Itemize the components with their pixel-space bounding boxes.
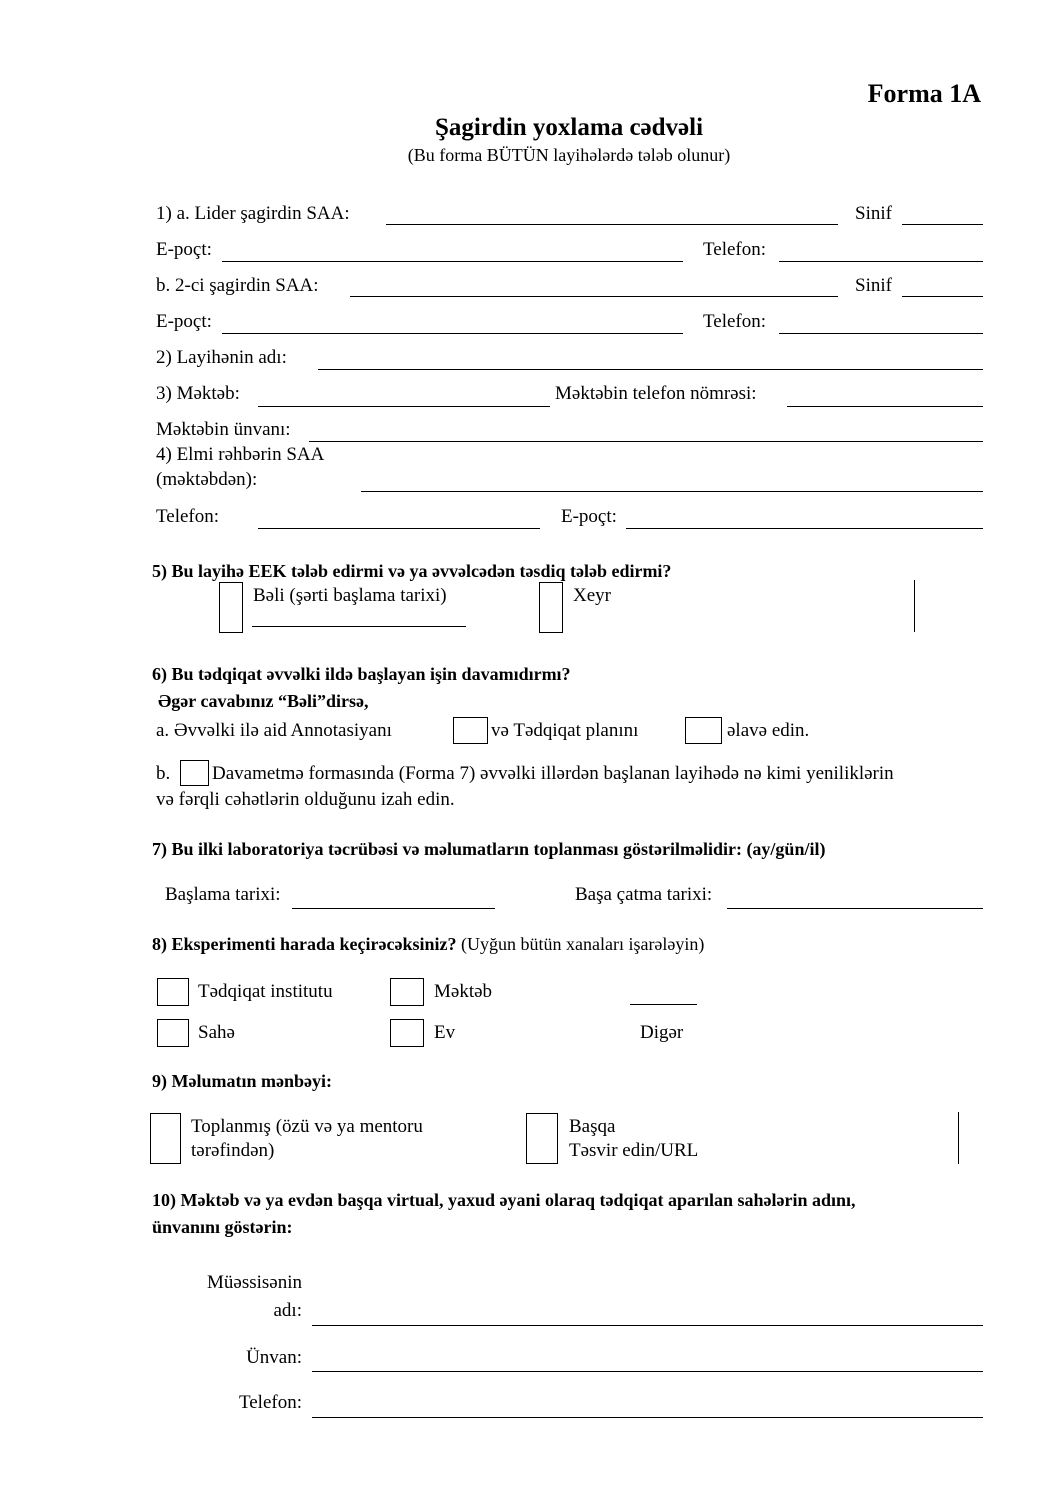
lead-student-name-field[interactable] [386, 224, 838, 225]
school-phone-field[interactable] [787, 406, 983, 407]
lead-student-label: 1) a. Lider şagirdin SAA: [156, 203, 350, 224]
s5-no-label: Xeyr [573, 585, 611, 606]
s9-collected-line2: tərəfindən) [191, 1140, 275, 1161]
s9-collected-checkbox[interactable] [150, 1113, 181, 1164]
s9-other-checkbox[interactable] [526, 1113, 558, 1164]
s8-research-institute-label: Tədqiqat institutu [198, 981, 333, 1002]
s10-institution-label-line2: adı: [273, 1300, 302, 1321]
s5-right-divider [914, 580, 915, 632]
s9-right-divider [958, 1112, 959, 1164]
s5-yes-checkbox[interactable] [219, 582, 243, 633]
s5-no-checkbox[interactable] [539, 582, 563, 633]
s6-a-end: əlavə edin. [727, 720, 810, 741]
s7-question: 7) Bu ilki laboratoriya təcrübəsi və məlumatların toplanması göstərilməlidir: (ay/gün/il) [152, 839, 826, 859]
lead-student-email-field[interactable] [222, 261, 683, 262]
s8-field-label: Sahə [198, 1022, 235, 1043]
page-title: Şagirdin yoxlama cədvəli [434, 114, 704, 141]
s8-home-checkbox[interactable] [390, 1019, 424, 1047]
second-student-name-field[interactable] [350, 296, 838, 297]
supervisor-name-field[interactable] [361, 491, 983, 492]
school-address-label: Məktəbin ünvanı: [156, 419, 291, 440]
school-phone-label: Məktəbin telefon nömrəsi: [555, 383, 757, 404]
s8-field-checkbox[interactable] [157, 1019, 189, 1047]
second-student-email-field[interactable] [222, 333, 683, 334]
supervisor-phone-label: Telefon: [156, 506, 220, 527]
s9-other-line2: Təsvir edin/URL [569, 1140, 699, 1161]
supervisor-email-label: E-poçt: [561, 506, 617, 527]
s6-question: 6) Bu tədqiqat əvvəlki ildə başlayan işin davamıdırmı? [152, 664, 571, 684]
second-student-email-label: E-poçt: [156, 311, 212, 332]
s7-start-date-field[interactable] [292, 908, 495, 909]
s8-school-checkbox[interactable] [390, 978, 424, 1006]
project-name-label: 2) Layihənin adı: [156, 347, 287, 368]
s6-a-prefix: a. Əvvəlki ilə aid Annotasiyanı [156, 720, 392, 741]
s10-phone-label: Telefon: [238, 1392, 302, 1413]
second-student-phone-field[interactable] [779, 333, 983, 334]
s10-address-label: Ünvan: [246, 1347, 302, 1368]
s10-address-field[interactable] [312, 1371, 983, 1372]
s7-start-label: Başlama tarixi: [165, 884, 281, 905]
lead-student-phone-field[interactable] [779, 261, 983, 262]
s10-question-line2: ünvanını göstərin: [152, 1217, 293, 1237]
s6-continuation-checkbox[interactable] [180, 760, 209, 786]
second-student-label: b. 2-ci şagirdin SAA: [156, 275, 319, 296]
form-id: Forma 1A [867, 79, 981, 108]
s5-yes-label: Bəli (şərti başlama tarixi) [253, 585, 447, 606]
s8-question-bold: 8) Eksperimenti harada keçirəcəksiniz? [152, 934, 457, 954]
s6-research-plan-checkbox[interactable] [685, 717, 722, 744]
s6-abstract-checkbox[interactable] [453, 717, 488, 744]
page-subtitle: (Bu forma BÜTÜN layihələrdə tələb olunur) [407, 145, 731, 165]
school-address-field[interactable] [309, 441, 983, 442]
second-student-grade-field[interactable] [902, 296, 983, 297]
s7-end-date-field[interactable] [727, 908, 983, 909]
s9-question: 9) Məlumatın mənbəyi: [152, 1071, 332, 1091]
s10-phone-field[interactable] [312, 1417, 983, 1418]
s6-b-line1: Davametmə formasında (Forma 7) əvvəlki illərdən başlanan layihədə nə kimi yeniliklərin [212, 763, 894, 784]
s5-question: 5) Bu layihə EEK tələb edirmi və ya əvvəlcədən təsdiq tələb edirmi? [152, 561, 672, 581]
lead-student-grade-label: Sinif [855, 203, 892, 224]
s8-other-label: Digər [640, 1022, 684, 1043]
s7-end-label: Başa çatma tarixi: [575, 884, 713, 905]
lead-student-grade-field[interactable] [902, 224, 983, 225]
s8-school-label: Məktəb [434, 981, 493, 1002]
s6-if-yes: Əgər cavabınız “Bəli”dirsə, [158, 691, 369, 711]
s6-b-prefix: b. [156, 763, 171, 784]
s8-question-rest: (Uyğun bütün xanaları işarələyin) [456, 934, 705, 954]
s6-b-line2: və fərqli cəhətlərin olduğunu izah edin. [156, 789, 455, 810]
s8-research-institute-checkbox[interactable] [157, 978, 189, 1006]
s8-other-field[interactable] [630, 1004, 697, 1005]
s10-question-line1: 10) Məktəb və ya evdən başqa virtual, yaxud əyani olaraq tədqiqat aparılan sahələrin adını, [152, 1190, 856, 1210]
lead-student-phone-label: Telefon: [703, 239, 767, 260]
s6-a-mid: və Tədqiqat planını [491, 720, 639, 741]
s10-institution-label-line1: Müəssisənin [207, 1272, 302, 1293]
school-label: 3) Məktəb: [156, 383, 240, 404]
second-student-phone-label: Telefon: [703, 311, 767, 332]
second-student-grade-label: Sinif [855, 275, 892, 296]
s5-start-date-field[interactable] [252, 626, 466, 627]
s9-collected-line1: Toplanmış (özü və ya mentoru [191, 1116, 423, 1137]
project-name-field[interactable] [318, 369, 983, 370]
supervisor-label-line1: 4) Elmi rəhbərin SAA [156, 444, 325, 465]
supervisor-email-field[interactable] [626, 528, 983, 529]
lead-student-email-label: E-poçt: [156, 239, 212, 260]
supervisor-phone-field[interactable] [258, 528, 540, 529]
school-field[interactable] [258, 406, 550, 407]
s8-question [152, 933, 704, 955]
s10-institution-name-field[interactable] [312, 1325, 983, 1326]
supervisor-label-line2: (məktəbdən): [156, 469, 258, 490]
s8-home-label: Ev [434, 1022, 456, 1043]
s9-other-line1: Başqa [569, 1116, 616, 1137]
